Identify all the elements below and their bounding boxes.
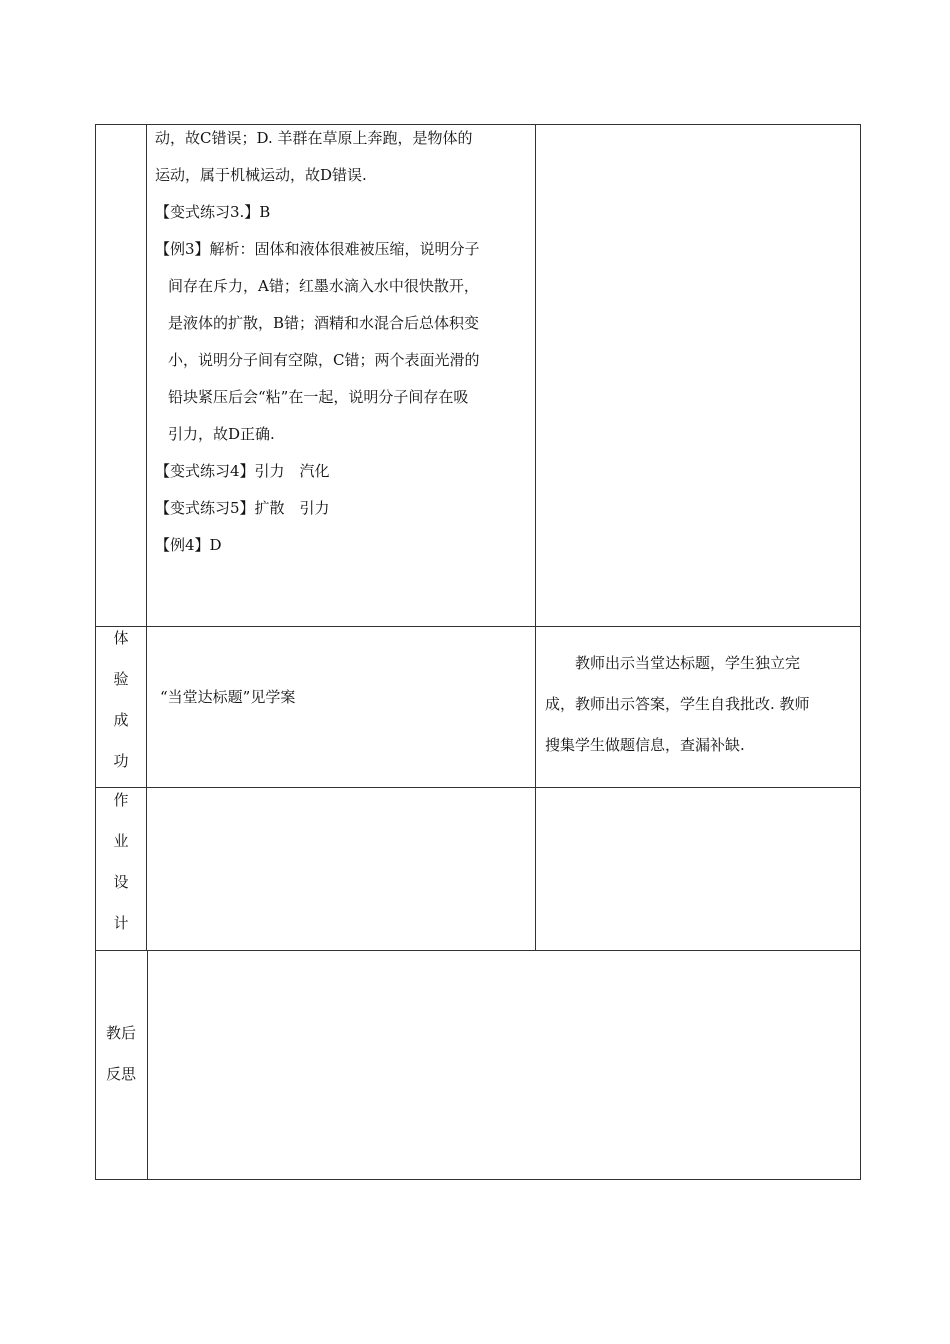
answer-line: 间存在斥力，A错；红墨水滴入水中很快散开， xyxy=(168,277,479,295)
row2-right-text xyxy=(545,643,810,766)
answer-line: 小，说明分子间有空隙，C错；两个表面光滑的 xyxy=(168,351,480,369)
teacher-note-line: 成，教师出示答案，学生自我批改. 教师 xyxy=(545,695,810,713)
row2-bottom-border xyxy=(95,787,861,788)
answer-line: 动，故C错误；D. 羊群在草原上奔跑，是物体的 xyxy=(155,129,473,147)
label-char: 作 xyxy=(113,791,129,809)
answer-line: 运动，属于机械运动，故D错误. xyxy=(155,166,367,184)
label-column-border xyxy=(146,124,147,951)
label-text: 教后 xyxy=(105,1024,136,1042)
answer-line: 【变式练习3.】B xyxy=(155,203,271,221)
row1-bottom-border xyxy=(95,626,861,627)
label-char: 计 xyxy=(113,914,129,932)
row3-label xyxy=(96,780,146,944)
answer-line: 【例3】解析：固体和液体很难被压缩，说明分子 xyxy=(155,240,480,258)
answer-line: 【例4】D xyxy=(155,536,222,554)
label-char: 验 xyxy=(113,670,129,688)
table-right-border xyxy=(860,124,861,1180)
answer-line: 是液体的扩散，B错；酒精和水混合后总体积变 xyxy=(168,314,480,332)
label-char: 成 xyxy=(113,711,129,729)
label-text: 反思 xyxy=(105,1065,136,1083)
answer-line: 【变式练习4】引力 汽化 xyxy=(155,462,330,480)
answer-line: 【变式练习5】扩散 引力 xyxy=(155,499,330,517)
middle-column-border xyxy=(535,124,536,951)
label-char: 功 xyxy=(113,752,129,770)
answer-line: 引力，故D正确. xyxy=(168,425,275,443)
row2-middle-text: “当堂达标题”见学案 xyxy=(160,688,296,706)
label-char: 业 xyxy=(113,832,129,850)
row4-label xyxy=(96,1013,146,1095)
row3-bottom-border xyxy=(95,950,861,951)
answer-text-block xyxy=(155,120,480,564)
answer-line: 铅块紧压后会“粘”在一起，说明分子间存在吸 xyxy=(168,388,469,406)
label-char: 体 xyxy=(113,629,129,647)
teacher-note-line: 搜集学生做题信息，查漏补缺. xyxy=(545,736,745,754)
teacher-note-line: 教师出示当堂达标题，学生独立完 xyxy=(575,654,801,672)
table-bottom-border xyxy=(95,1179,861,1180)
label-column-border-row4 xyxy=(147,950,148,1180)
row2-label xyxy=(96,618,146,782)
label-char: 设 xyxy=(113,873,129,891)
